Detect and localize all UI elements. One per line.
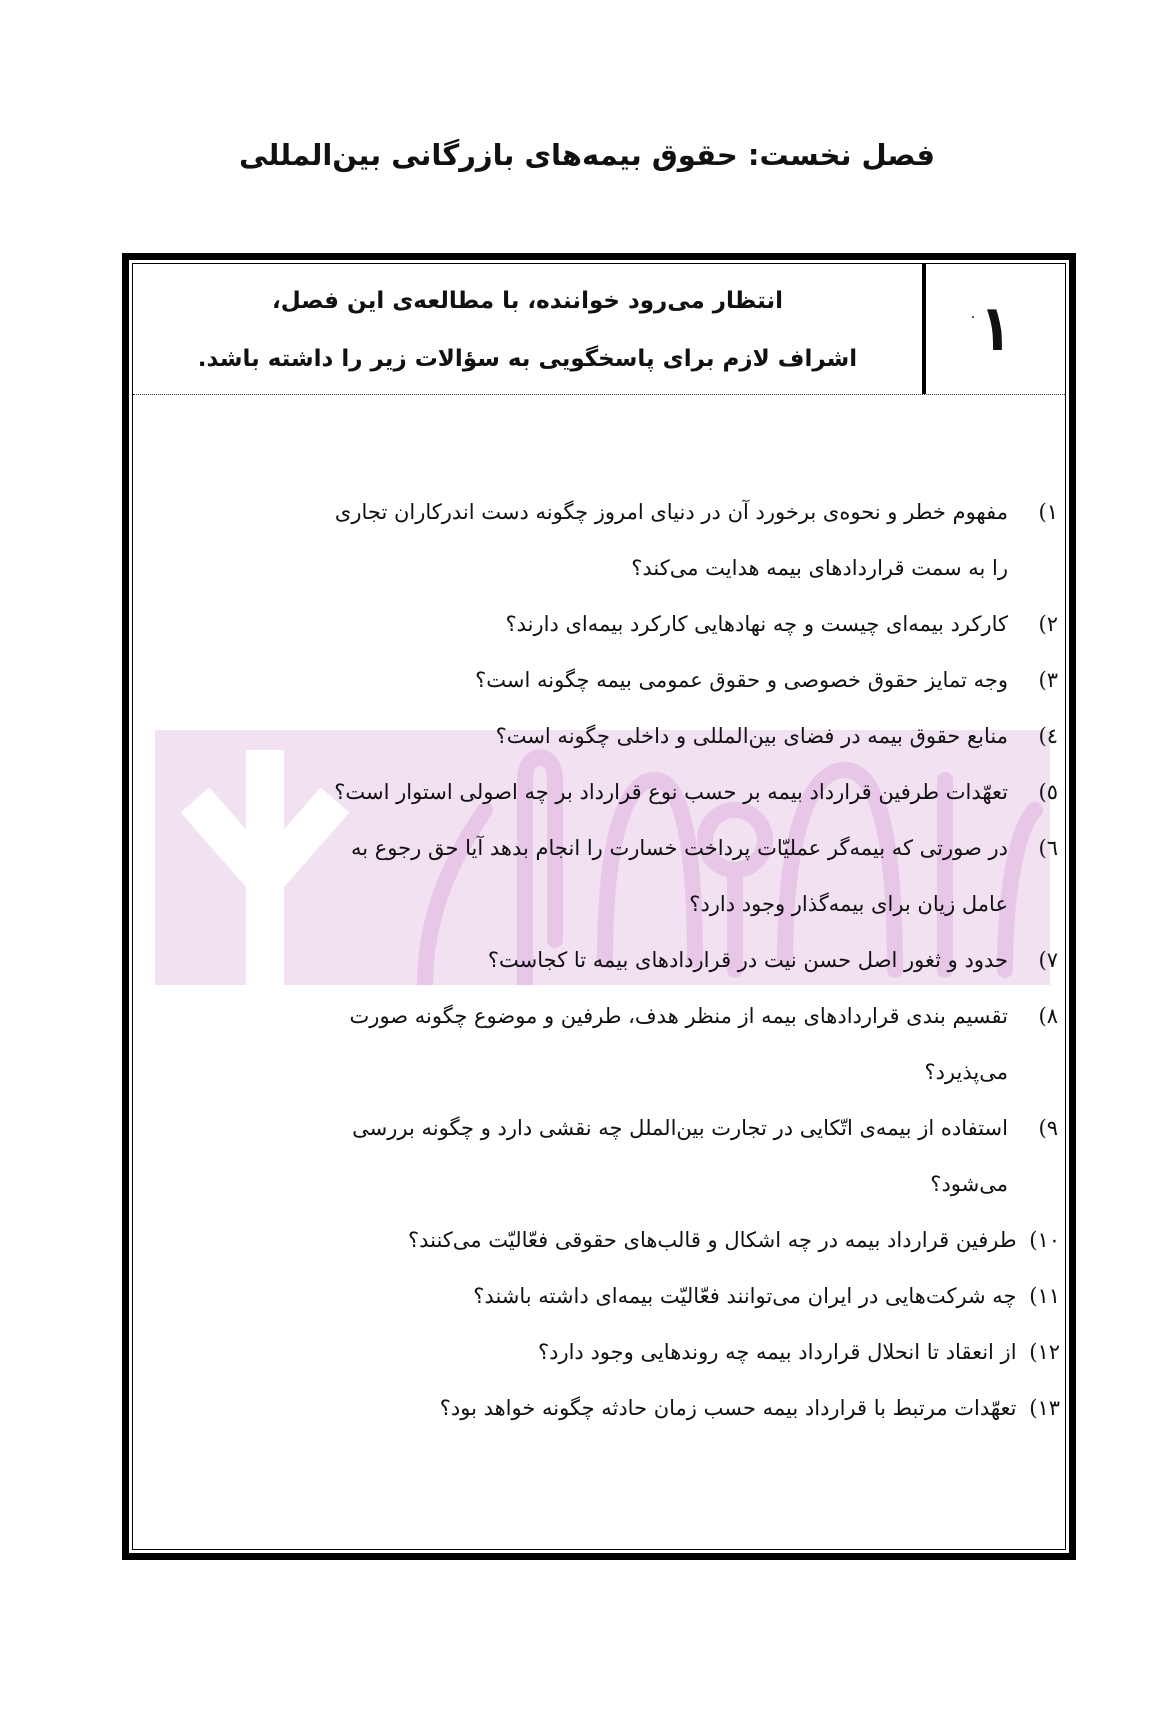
- chapter-title: فصل نخست: حقوق بیمه‌های بازرگانی بین‌المللی: [239, 138, 935, 172]
- question-number: ۱۲): [1029, 1340, 1060, 1364]
- question-text-continued: را به سمت قراردادهای بیمه هدایت می‌کند؟: [631, 556, 1008, 580]
- objectives-header: [133, 264, 1065, 395]
- question-item: [140, 1380, 1060, 1436]
- question-text: طرفین قرارداد بیمه در چه اشکال و قالب‌های حقوقی فعّالیّت می‌کنند؟: [407, 1228, 1017, 1252]
- question-number: ۱): [1038, 500, 1058, 524]
- speck-mark: [972, 316, 974, 318]
- question-text: تعهّدات طرفین قرارداد بیمه بر حسب نوع قرارداد بر چه اصولی استوار است؟: [334, 780, 1008, 804]
- chapter-number: ۱: [979, 292, 1012, 366]
- question-item: [140, 988, 1060, 1100]
- question-text-continued: عامل زیان برای بیمه‌گذار وجود دارد؟: [689, 892, 1008, 916]
- question-number: ۹): [1038, 1116, 1058, 1140]
- question-item: [140, 1268, 1060, 1324]
- question-item: [140, 1100, 1060, 1212]
- question-item: [140, 1324, 1060, 1380]
- question-item: [140, 596, 1060, 652]
- question-number: ۳): [1038, 668, 1058, 692]
- question-item: [140, 820, 1060, 932]
- question-number: ٦): [1038, 836, 1058, 860]
- question-item: [140, 932, 1060, 988]
- question-number: ۲): [1038, 612, 1058, 636]
- question-text: در صورتی که بیمه‌گر عملیّات پرداخت خسارت را انجام بدهد آیا حق رجوع به: [351, 836, 1008, 860]
- chapter-number-cell: [922, 264, 1065, 394]
- question-list: [140, 484, 1060, 1436]
- question-item: [140, 484, 1060, 596]
- question-text: منابع حقوق بیمه در فضای بین‌المللی و داخلی چگونه است؟: [495, 724, 1008, 748]
- objectives-intro: [133, 264, 922, 394]
- question-item: [140, 1212, 1060, 1268]
- question-text: وجه تمایز حقوق خصوصی و حقوق عمومی بیمه چگونه است؟: [475, 668, 1008, 692]
- intro-line-1: انتظار می‌رود خواننده، با مطالعه‌ی این فصل،: [272, 288, 783, 314]
- question-text: مفهوم خطر و نحوه‌ی برخورد آن در دنیای امروز چگونه دست اندرکاران تجاری: [334, 500, 1008, 524]
- question-number: ٥): [1038, 780, 1058, 804]
- question-text: حدود و ثغور اصل حسن نیت در قراردادهای بیمه تا کجاست؟: [487, 948, 1008, 972]
- question-item: [140, 652, 1060, 708]
- question-number: ۸): [1038, 1004, 1058, 1028]
- question-number: ۱۱): [1029, 1284, 1060, 1308]
- question-number: ٤): [1038, 724, 1058, 748]
- question-item: [140, 764, 1060, 820]
- question-text: استفاده از بیمه‌ی اتّکایی در تجارت بین‌الملل چه نقشی دارد و چگونه بررسی: [352, 1116, 1008, 1140]
- question-text: تقسیم بندی قراردادهای بیمه از منظر هدف، طرفین و موضوع چگونه صورت: [349, 1004, 1008, 1028]
- question-number: ۱۳): [1029, 1396, 1060, 1420]
- question-text: تعهّدات مرتبط با قرارداد بیمه حسب زمان حادثه چگونه خواهد بود؟: [439, 1396, 1017, 1420]
- question-text: از انعقاد تا انحلال قرارداد بیمه چه روندهایی وجود دارد؟: [537, 1340, 1017, 1364]
- question-number: ۷): [1038, 948, 1058, 972]
- question-text: کارکرد بیمه‌ای چیست و چه نهادهایی کارکرد بیمه‌ای دارند؟: [505, 612, 1008, 636]
- question-number: ۱۰): [1029, 1228, 1060, 1252]
- question-text-continued: می‌پذیرد؟: [924, 1060, 1008, 1084]
- intro-line-2: اشراف لازم برای پاسخگویی به سؤالات زیر را داشته باشد.: [197, 346, 858, 372]
- question-item: [140, 708, 1060, 764]
- question-text: چه شرکت‌هایی در ایران می‌توانند فعّالیّت بیمه‌ای داشته باشند؟: [473, 1284, 1017, 1308]
- question-text-continued: می‌شود؟: [930, 1172, 1008, 1196]
